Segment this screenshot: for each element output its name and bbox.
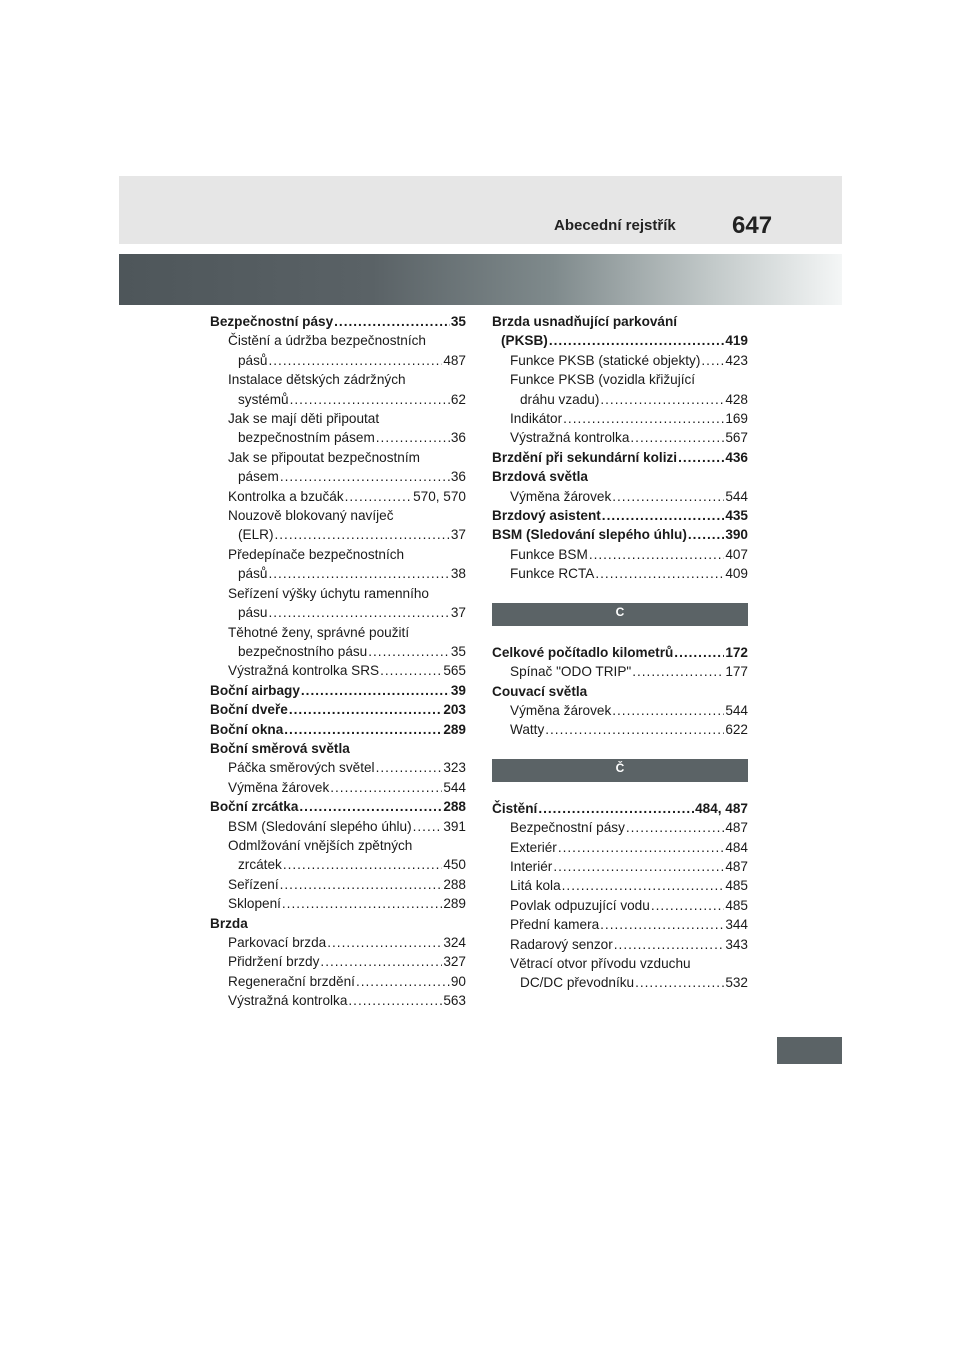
index-entry-text: DC/DC převodníku	[520, 975, 635, 991]
index-entry-text: Výstražná kontrolka	[228, 993, 348, 1009]
index-entry-main	[492, 331, 748, 350]
index-entry-sub	[492, 973, 748, 992]
index-page-ref: 288	[443, 799, 466, 815]
index-entry-text: Boční zrcátka	[210, 799, 299, 815]
index-entry-text: Větrací otvor přívodu vzduchu	[510, 955, 691, 971]
index-entry-sub	[210, 894, 466, 913]
index-entry-text: Jak se mají děti připoutat	[228, 411, 380, 427]
index-entry-sub	[210, 487, 466, 506]
index-page-ref: 563	[443, 993, 466, 1009]
dot-leader	[558, 838, 724, 857]
dot-leader	[413, 817, 443, 836]
dot-leader	[602, 506, 725, 525]
dot-leader	[290, 390, 450, 409]
dot-leader	[275, 525, 450, 544]
index-entry-main	[210, 700, 466, 719]
index-page-ref: 428	[725, 391, 748, 407]
dot-leader	[282, 894, 442, 913]
index-entry-sub	[492, 857, 748, 876]
index-page-ref: 172	[725, 644, 748, 660]
dot-leader	[368, 642, 450, 661]
index-column-left	[210, 312, 466, 1011]
index-entry-text: Přední kamera	[510, 917, 600, 933]
index-entry-text: Odmlžování vnějších zpětných	[228, 837, 413, 853]
dot-leader	[600, 915, 724, 934]
index-entry-text: Bezpečnostní pásy	[510, 820, 625, 836]
index-page-ref: 390	[725, 527, 748, 543]
index-entry-text: Funkce PKSB (statické objekty)	[510, 352, 701, 368]
index-entry-main	[492, 506, 748, 525]
dot-leader	[268, 603, 449, 622]
index-page-ref: 544	[443, 779, 466, 795]
index-page-ref: 344	[725, 917, 748, 933]
index-entry-sub	[210, 933, 466, 952]
index-entry-text: pásu	[238, 605, 268, 621]
index-entry-text: Brzda usnadňující parkování	[492, 314, 678, 329]
index-entry-text: pásem	[238, 469, 279, 485]
index-entry-text: pásů	[238, 566, 268, 582]
index-page-ref: 36	[450, 430, 466, 446]
index-entry-sub	[492, 954, 748, 973]
dot-leader	[545, 720, 724, 739]
dot-leader	[688, 525, 724, 544]
index-entry-sub	[210, 623, 466, 642]
index-entry-text: Radarový senzor	[510, 936, 613, 952]
index-entry-text: Povlak odpuzující vodu	[510, 897, 650, 913]
index-entry-text: Výměna žárovek	[510, 702, 612, 718]
index-entry-main	[210, 797, 466, 816]
index-entry-sub	[492, 876, 748, 895]
index-page-ref: 38	[450, 566, 466, 582]
index-entry-text: Funkce RCTA	[510, 566, 595, 582]
index-page-ref: 487	[443, 352, 466, 368]
index-entry-sub	[492, 428, 748, 447]
index-page-ref: 35	[450, 314, 466, 329]
index-entry-sub	[210, 564, 466, 583]
index-entry-sub	[492, 915, 748, 934]
dot-leader	[356, 972, 450, 991]
dot-leader	[632, 662, 724, 681]
index-page-ref: 487	[725, 858, 748, 874]
dot-leader	[701, 351, 724, 370]
index-page-ref: 289	[443, 721, 466, 737]
index-entry-sub	[210, 855, 466, 874]
dot-leader	[614, 935, 725, 954]
index-entry-sub	[210, 603, 466, 622]
dot-leader	[589, 545, 725, 564]
index-page-ref: 622	[725, 722, 748, 738]
dot-leader	[563, 409, 724, 428]
dot-leader	[538, 799, 694, 818]
index-entry-sub	[210, 991, 466, 1010]
index-entry-sub	[492, 818, 748, 837]
index-entry-text: Seřízení	[228, 876, 279, 892]
index-entry-text: Parkovací brzda	[228, 935, 327, 950]
index-entry-main	[210, 681, 466, 700]
dot-leader	[380, 661, 442, 680]
index-page-ref: 450	[443, 857, 466, 873]
index-entry-text: Brzdění při sekundární kolizi	[492, 449, 678, 465]
index-entry-sub	[210, 758, 466, 777]
index-entry-sub	[210, 642, 466, 661]
index-entry-sub	[210, 972, 466, 991]
index-entry-text: Bezpečnostní pásy	[210, 314, 334, 329]
index-entry-text: Nouzově blokovaný navíječ	[228, 508, 394, 524]
index-page-ref: 544	[725, 488, 748, 504]
dot-leader	[630, 428, 724, 447]
index-page-ref: 484, 487	[695, 800, 748, 816]
dot-leader	[268, 564, 449, 583]
dot-leader	[284, 720, 442, 739]
index-entry-text: Předepínače bezpečnostních	[228, 546, 405, 562]
dot-leader	[376, 428, 450, 447]
index-entry-text: Interiér	[510, 858, 553, 874]
index-entry-text: bezpečnostním pásem	[238, 430, 375, 446]
index-entry-text: zrcátek	[238, 857, 282, 873]
index-entry-main	[210, 739, 466, 758]
index-entry-text: Watty	[510, 722, 545, 738]
index-entry-text: systémů	[238, 391, 289, 407]
index-page-ref: 343	[725, 936, 748, 952]
index-entry-sub	[210, 370, 466, 389]
section-banner	[119, 254, 842, 305]
index-entry-text: Kontrolka a bzučák	[228, 488, 344, 504]
index-page-ref: 544	[725, 702, 748, 718]
index-entry-sub	[210, 428, 466, 447]
index-entry-main	[492, 467, 748, 486]
index-entry-text: Jak se připoutat bezpečnostním	[228, 449, 420, 465]
index-page-ref: 177	[725, 664, 748, 680]
index-entry-sub	[210, 661, 466, 680]
index-entry-text: Čistění	[492, 800, 538, 816]
index-page-ref: 327	[443, 954, 466, 970]
index-entry-text: pásů	[238, 352, 268, 368]
index-page-ref: 169	[725, 411, 748, 427]
index-page-ref: 391	[443, 818, 466, 834]
index-entry-text: Sklopení	[228, 896, 281, 912]
index-entry-sub	[210, 525, 466, 544]
dot-leader	[280, 467, 450, 486]
index-entry-sub	[492, 409, 748, 428]
index-page-ref: 90	[450, 973, 466, 989]
index-entry-sub	[210, 778, 466, 797]
index-entry-sub	[210, 952, 466, 971]
dot-leader	[327, 933, 442, 952]
index-entry-sub	[492, 370, 748, 389]
index-page-ref: 323	[443, 760, 466, 776]
dot-leader	[678, 448, 724, 467]
index-entry-sub	[210, 448, 466, 467]
index-page-ref: 485	[725, 878, 748, 894]
index-page-ref: 419	[725, 333, 748, 349]
index-page-ref: 532	[725, 975, 748, 991]
index-entry-main	[210, 720, 466, 739]
index-entry-sub	[492, 662, 748, 681]
index-entry-text: Brzdová světla	[492, 469, 588, 485]
index-entry-text: Indikátor	[510, 411, 563, 427]
dot-leader	[268, 351, 442, 370]
index-page-ref: 203	[443, 702, 466, 718]
dot-leader	[600, 390, 724, 409]
dot-leader	[348, 991, 442, 1010]
index-entry-text: Instalace dětských zádržných	[228, 372, 406, 388]
dot-leader	[345, 487, 412, 506]
index-entry-sub	[492, 701, 748, 720]
index-entry-text: (ELR)	[238, 527, 274, 543]
index-page-ref: 37	[450, 605, 466, 621]
index-entry-main	[492, 682, 748, 701]
index-entry-sub	[492, 564, 748, 583]
index-entry-sub	[210, 545, 466, 564]
index-entry-text: BSM (Sledování slepého úhlu)	[228, 818, 412, 834]
index-entry-main	[492, 643, 748, 662]
index-entry-text: Výměna žárovek	[228, 779, 330, 795]
index-entry-sub	[492, 896, 748, 915]
index-entry-text: Těhotné ženy, správné použití	[228, 624, 410, 640]
index-entry-text: bezpečnostního pásu	[238, 643, 368, 659]
index-entry-sub	[492, 390, 748, 409]
index-entry-text: Celkové počítadlo kilometrů	[492, 644, 674, 660]
index-page-ref: 62	[450, 391, 466, 407]
index-entry-sub	[492, 351, 748, 370]
dot-leader	[595, 564, 724, 583]
index-entry-main	[492, 799, 748, 818]
index-entry-sub	[210, 506, 466, 525]
index-entry-text: BSM (Sledování slepého úhlu)	[492, 527, 687, 543]
index-entry-text: Exteriér	[510, 839, 557, 855]
index-page-ref: 567	[725, 430, 748, 446]
index-entry-text: Boční dveře	[210, 702, 288, 718]
index-entry-text: Spínač "ODO TRIP"	[510, 664, 632, 680]
index-entry-main	[210, 914, 466, 933]
chapter-thumb-tab	[777, 1037, 842, 1064]
index-entry-sub	[492, 545, 748, 564]
index-entry-sub	[210, 817, 466, 836]
index-page-ref: 35	[450, 643, 466, 659]
dot-leader	[626, 818, 724, 837]
dot-leader	[612, 701, 724, 720]
index-page-ref: 407	[725, 546, 748, 562]
dot-leader	[549, 331, 724, 350]
index-entry-sub	[210, 351, 466, 370]
index-entry-text: dráhu vzadu)	[520, 391, 600, 407]
dot-leader	[320, 952, 442, 971]
dot-leader	[283, 855, 442, 874]
index-entry-text: Seřízení výšky úchytu ramenního	[228, 585, 429, 601]
index-entry-text: Regenerační brzdění	[228, 973, 355, 989]
index-entry-text: Boční okna	[210, 721, 284, 737]
index-entry-text: Přidržení brzdy	[228, 954, 320, 970]
index-page-ref: 36	[450, 469, 466, 485]
index-page-ref: 487	[725, 820, 748, 836]
dot-leader	[301, 681, 450, 700]
index-entry-text: Brzda	[210, 915, 248, 931]
dot-leader	[289, 700, 443, 719]
index-entry-text: Funkce BSM	[510, 546, 588, 562]
index-entry-sub	[210, 584, 466, 603]
index-section-header: C	[492, 603, 748, 626]
index-page-ref: 565	[443, 663, 466, 679]
index-entry-sub	[210, 390, 466, 409]
index-page-ref: 289	[443, 896, 466, 912]
index-entry-sub	[210, 409, 466, 428]
index-page-ref: 37	[450, 527, 466, 543]
index-page-ref: 484	[725, 839, 748, 855]
index-page-ref: 423	[725, 352, 748, 368]
dot-leader	[674, 643, 724, 662]
index-entry-text: Páčka směrových světel	[228, 760, 375, 776]
dot-leader	[330, 778, 442, 797]
index-entry-text: Couvací světla	[492, 683, 588, 699]
index-entry-main	[492, 525, 748, 544]
dot-leader	[280, 875, 443, 894]
page-number: 647	[732, 212, 773, 239]
index-entry-text: Boční směrová světla	[210, 740, 350, 756]
index-entry-main	[492, 448, 748, 467]
dot-leader	[376, 758, 443, 777]
index-entry-text: (PKSB)	[501, 333, 548, 349]
index-entry-text: Výstražná kontrolka SRS	[228, 663, 380, 679]
index-entry-sub	[210, 875, 466, 894]
index-entry-sub	[210, 467, 466, 486]
index-entry-sub	[492, 838, 748, 857]
index-page-ref: 39	[450, 682, 466, 698]
dot-leader	[651, 896, 725, 915]
index-page-ref: 436	[725, 449, 748, 465]
index-entry-text: Brzdový asistent	[492, 508, 601, 524]
index-entry-text: Litá kola	[510, 878, 561, 894]
index-entry-text: Čistění a údržba bezpečnostních	[228, 333, 426, 349]
index-entry-main	[210, 312, 466, 331]
index-entry-sub	[210, 836, 466, 855]
index-page-ref: 288	[443, 876, 466, 892]
index-entry-main	[492, 312, 748, 331]
index-section-header: Č	[492, 759, 748, 782]
index-entry-text: Boční airbagy	[210, 682, 300, 698]
dot-leader	[635, 973, 724, 992]
dot-leader	[562, 876, 725, 895]
page-title: Abecední rejstřík	[554, 217, 676, 234]
dot-leader	[334, 312, 450, 331]
index-page-ref: 409	[725, 566, 748, 582]
index-entry-sub	[210, 331, 466, 350]
index-entry-text: Výměna žárovek	[510, 488, 612, 504]
dot-leader	[299, 797, 442, 816]
index-entry-sub	[492, 487, 748, 506]
index-column-right	[492, 312, 748, 993]
index-page-ref: 570, 570	[413, 488, 466, 504]
index-page-ref: 485	[725, 897, 748, 913]
index-entry-sub	[492, 935, 748, 954]
index-page-ref: 435	[725, 508, 748, 524]
index-entry-sub	[492, 720, 748, 739]
dot-leader	[612, 487, 724, 506]
index-page-ref: 324	[443, 935, 466, 950]
index-entry-text: Funkce PKSB (vozidla křižující	[510, 372, 696, 388]
index-entry-text: Výstražná kontrolka	[510, 430, 630, 446]
dot-leader	[553, 857, 724, 876]
